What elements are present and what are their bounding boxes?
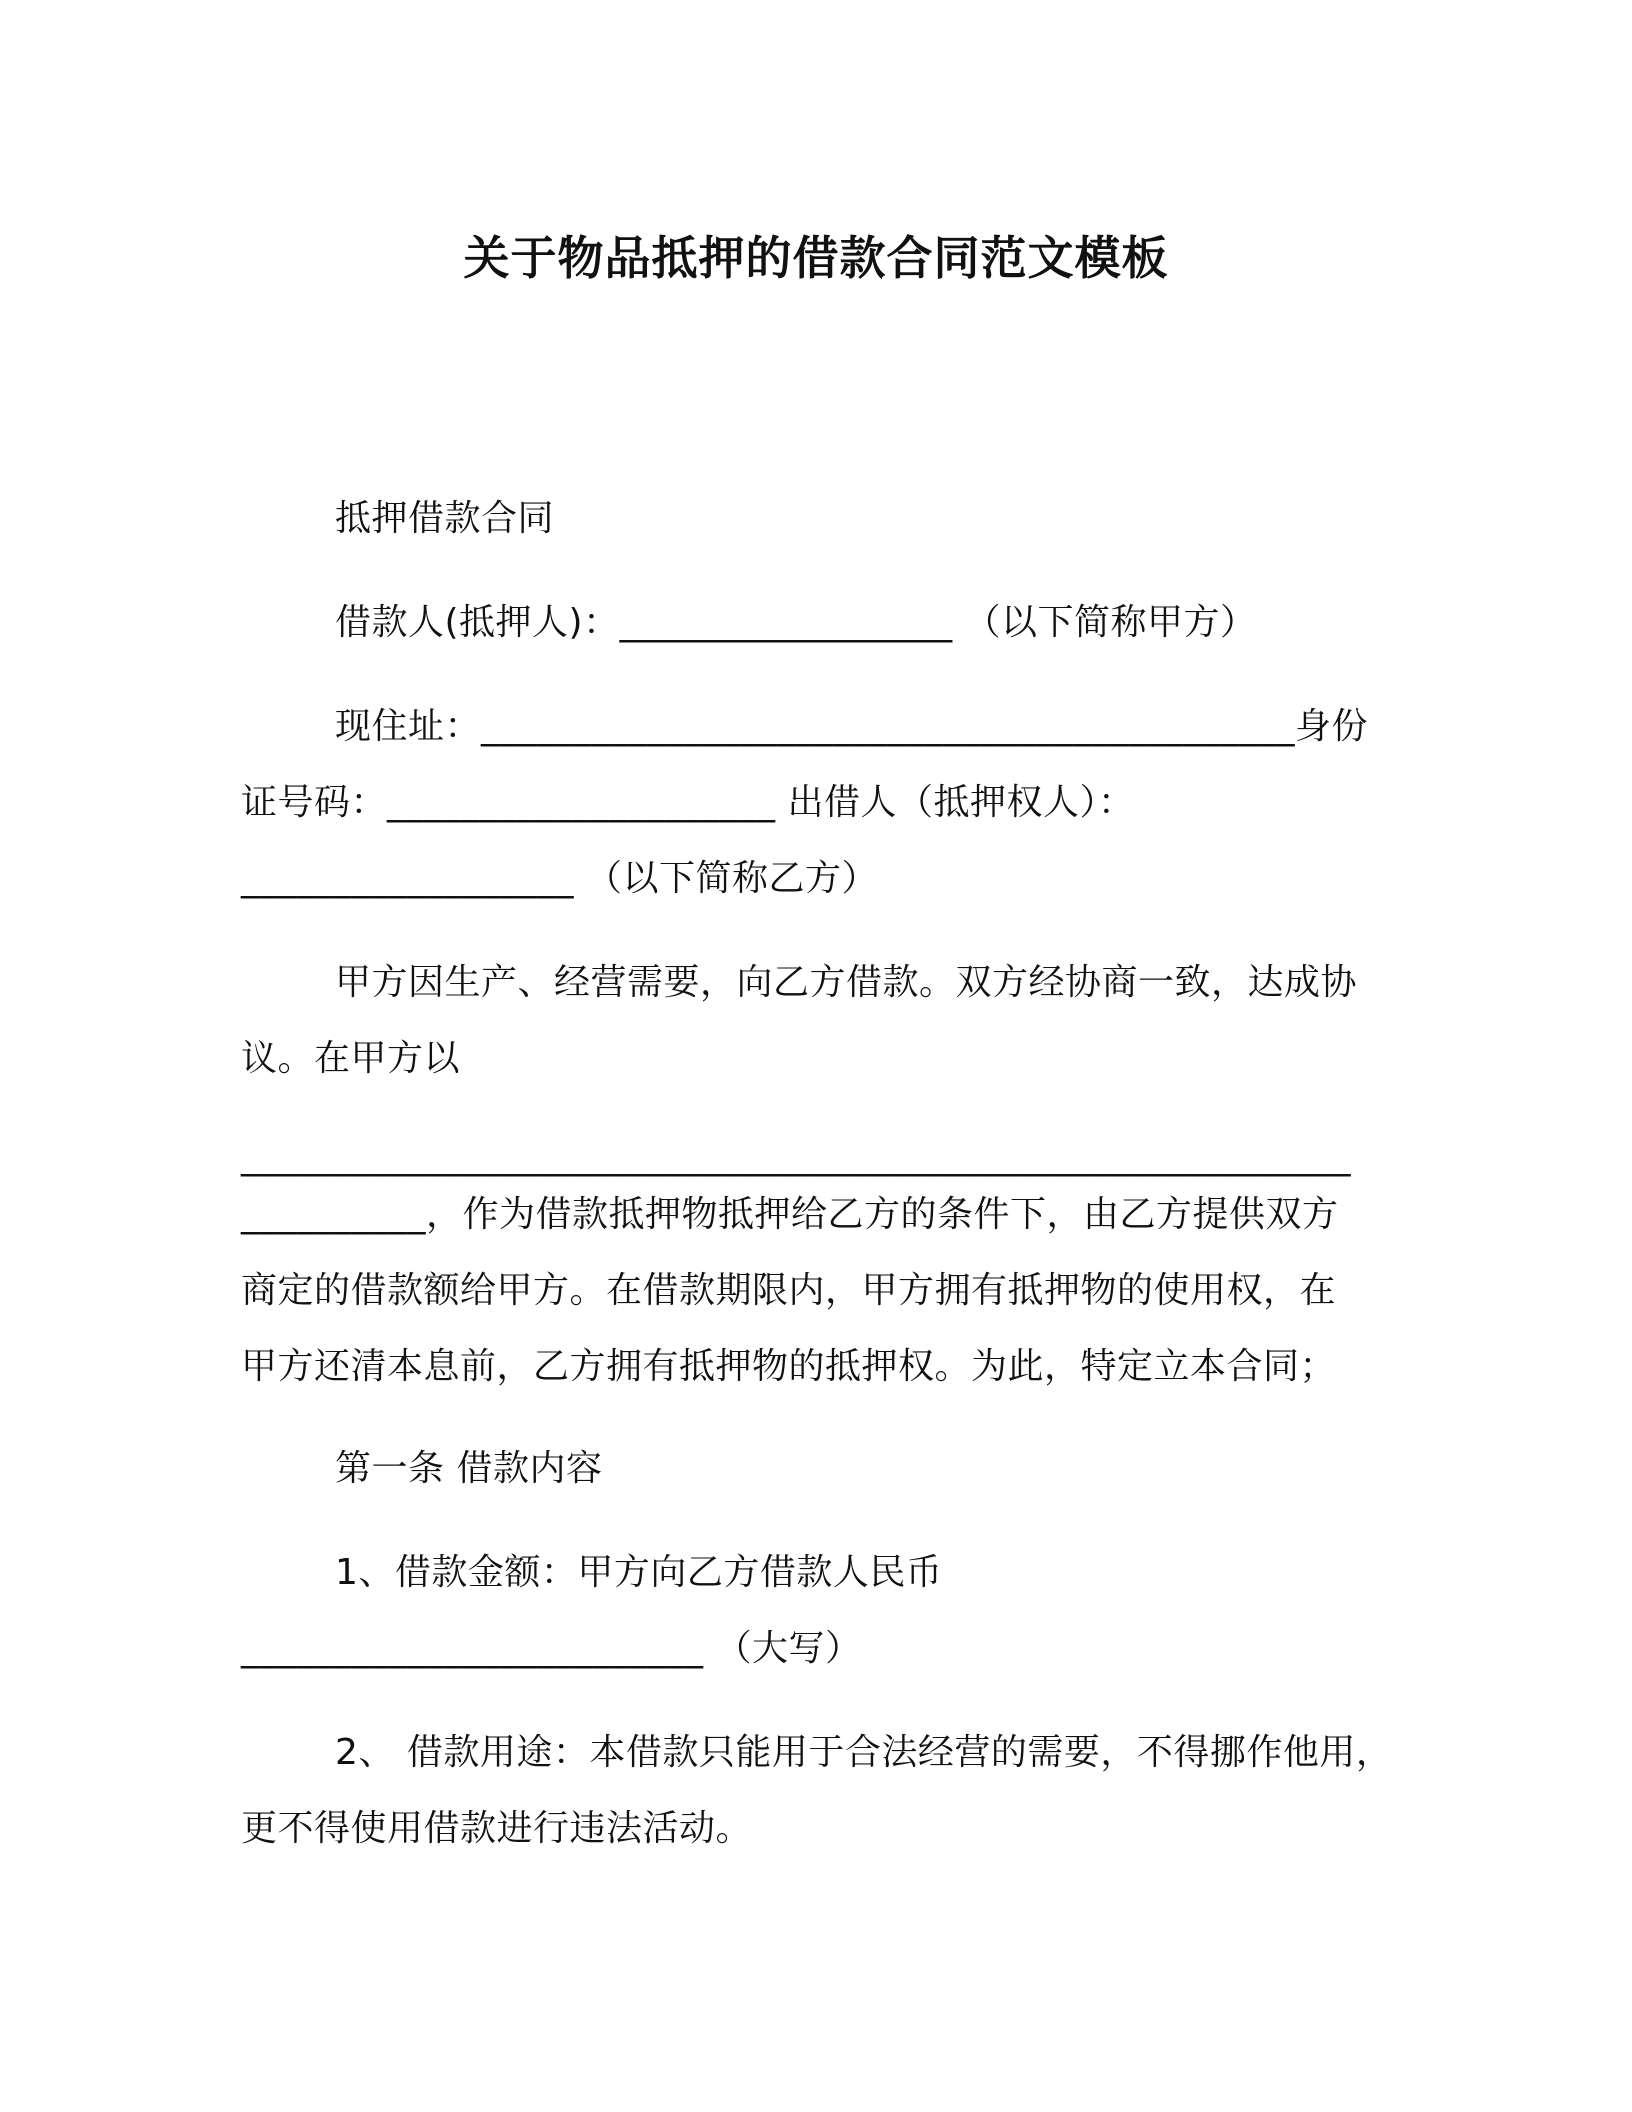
loan-use-line-1: 2、 借款用途：本借款只能用于合法经营的需要，不得挪作他用， xyxy=(335,1732,1393,1773)
loan-use-line-2: 更不得使用借款进行违法活动。 xyxy=(241,1808,753,1849)
collateral-paragraph-line-2: 商定的借款额给甲方。在借款期限内，甲方拥有抵押物的使用权，在 xyxy=(241,1270,1337,1311)
document-title: 关于物品抵押的借款合同范文模板 xyxy=(463,231,1169,285)
address-line: 现住址：____________________________________________身份 xyxy=(335,706,1369,747)
collateral-paragraph-line-1: __________，作为借款抵押物抵押给乙方的条件下，由乙方提供双方 xyxy=(241,1194,1339,1235)
collateral-paragraph-line-3: 甲方还清本息前，乙方拥有抵押物的抵押权。为此，特定立本合同； xyxy=(241,1346,1337,1387)
lender-line: __________________ （以下简称乙方） xyxy=(241,858,878,899)
contract-heading: 抵押借款合同 xyxy=(335,498,555,539)
id-number-line: 证号码：_____________________ 出借人（抵押权人）： xyxy=(241,782,1135,823)
purpose-paragraph-line-1: 甲方因生产、经营需要，向乙方借款。双方经协商一致，达成协 xyxy=(335,962,1358,1003)
collateral-blank-line: ____________________________________________________________ xyxy=(241,1136,1351,1177)
loan-amount-line: 1、借款金额：甲方向乙方借款人民币 xyxy=(335,1552,943,1593)
borrower-line: 借款人(抵押人)：__________________ （以下简称甲方） xyxy=(335,602,1257,643)
purpose-paragraph-line-2: 议。在甲方以 xyxy=(241,1038,461,1079)
loan-amount-blank-line: _________________________ （大写） xyxy=(241,1628,862,1669)
article-one-heading: 第一条 借款内容 xyxy=(335,1448,603,1489)
